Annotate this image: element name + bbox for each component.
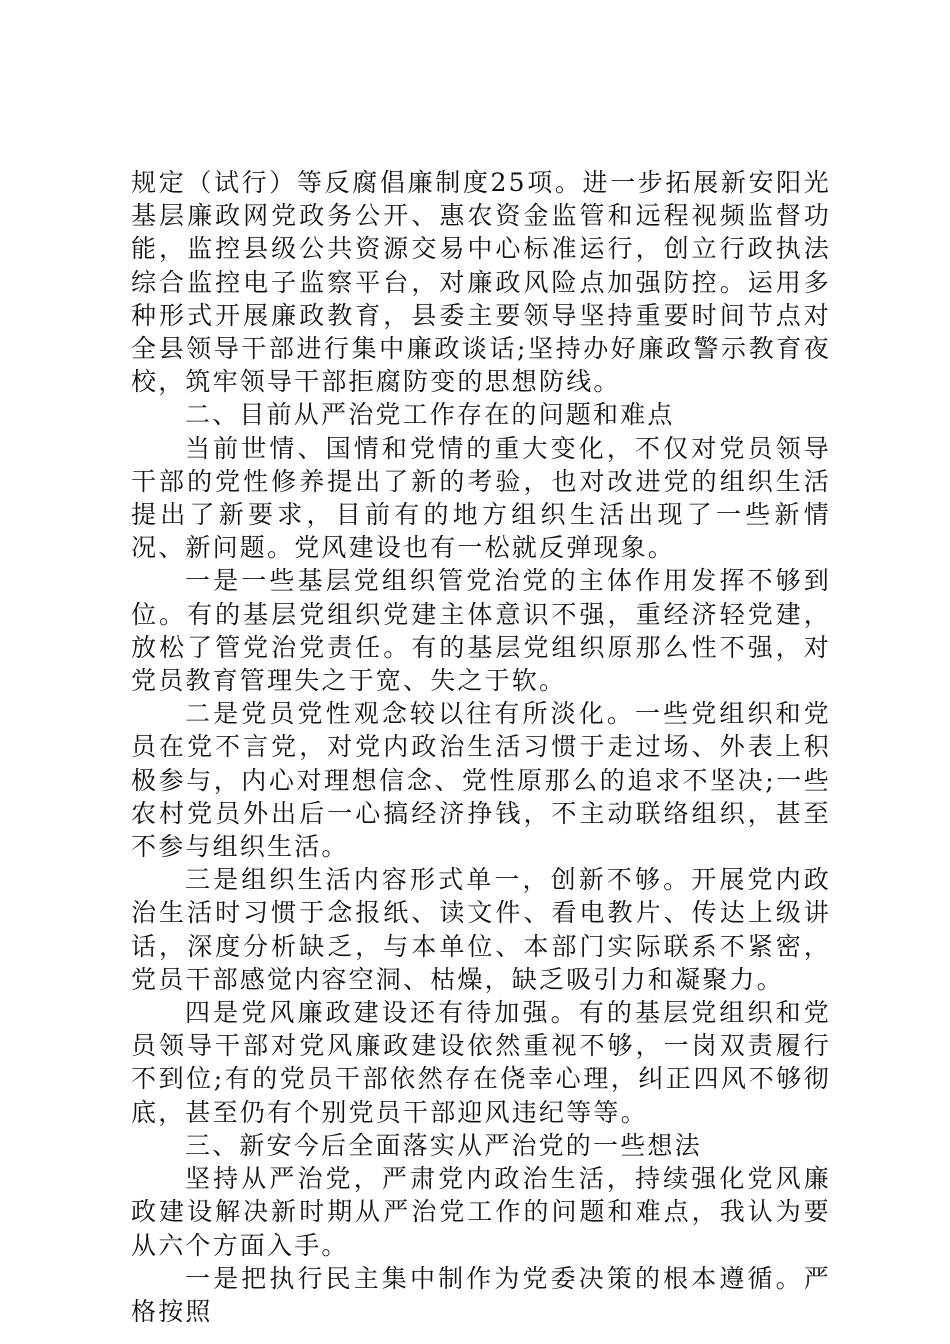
paragraph-problem-two: 二是党员党性观念较以往有所淡化。一些党组织和党员在党不言党，对党内政治生活习惯于走过场、外表上积极参与，内心对理想信念、党性原那么的追求不坚决;一些农村党员外出后一心搞经济挣钱，不主动联络组织，甚至不参与组织生活。 xyxy=(131,699,831,862)
paragraph-continuation: 规定（试行）等反腐倡廉制度25项。进一步拓展新安阳光基层廉政网党政务公开、惠农资金监管和远程视频监督功能，监控县级公共资源交易中心标准运行，创立行政执法综合监控电子监察平台，对廉政风险点加强防控。运用多种形式开展廉政教育，县委主要领导坚持重要时间节点对全县领导干部进行集中廉政谈话;坚持办好廉政警示教育夜校，筑牢领导干部拒腐防变的思想防线。 xyxy=(131,168,831,397)
paragraph-problem-three: 三是组织生活内容形式单一，创新不够。开展党内政治生活时习惯于念报纸、读文件、看电教片、传达上级讲话，深度分析缺乏，与本单位、本部门实际联系不紧密，党员干部感觉内容空洞、枯燥，缺乏吸引力和凝聚力。 xyxy=(131,865,831,994)
paragraph-problem-four: 四是党风廉政建设还有待加强。有的基层党组织和党员领导干部对党风廉政建设依然重视不够，一岗双责履行不到位;有的党员干部依然存在侥幸心理，纠正四风不够彻底，甚至仍有个别党员干部迎风违纪等等。 xyxy=(131,998,831,1127)
section-heading-three: 三、新安今后全面落实从严治党的一些想法 xyxy=(185,1130,702,1160)
paragraph-situation: 当前世情、国情和党情的重大变化，不仅对党员领导干部的党性修养提出了新的考验，也对改进党的组织生活提出了新要求，目前有的地方组织生活出现了一些新情况、新问题。党风建设也有一松就反弹现象。 xyxy=(131,433,831,563)
document-body xyxy=(131,166,831,1328)
paragraph-problem-one: 一是一些基层党组织管党治党的主体作用发挥不够到位。有的基层党组织党建主体意识不强，重经济轻党建，放松了管党治党责任。有的基层党组织原那么性不强，对党员教育管理失之于宽、失之于软。 xyxy=(131,566,831,696)
paragraph-approach: 坚持从严治党，严肃党内政治生活，持续强化党风廉政建设解决新时期从严治党工作的问题和难点，我认为要从六个方面入手。 xyxy=(131,1164,831,1260)
section-heading-two: 二、目前从严治党工作存在的问题和难点 xyxy=(185,400,675,430)
paragraph-measure-one: 一是把执行民主集中制作为党委决策的根本遵循。严格按照 xyxy=(131,1263,831,1326)
